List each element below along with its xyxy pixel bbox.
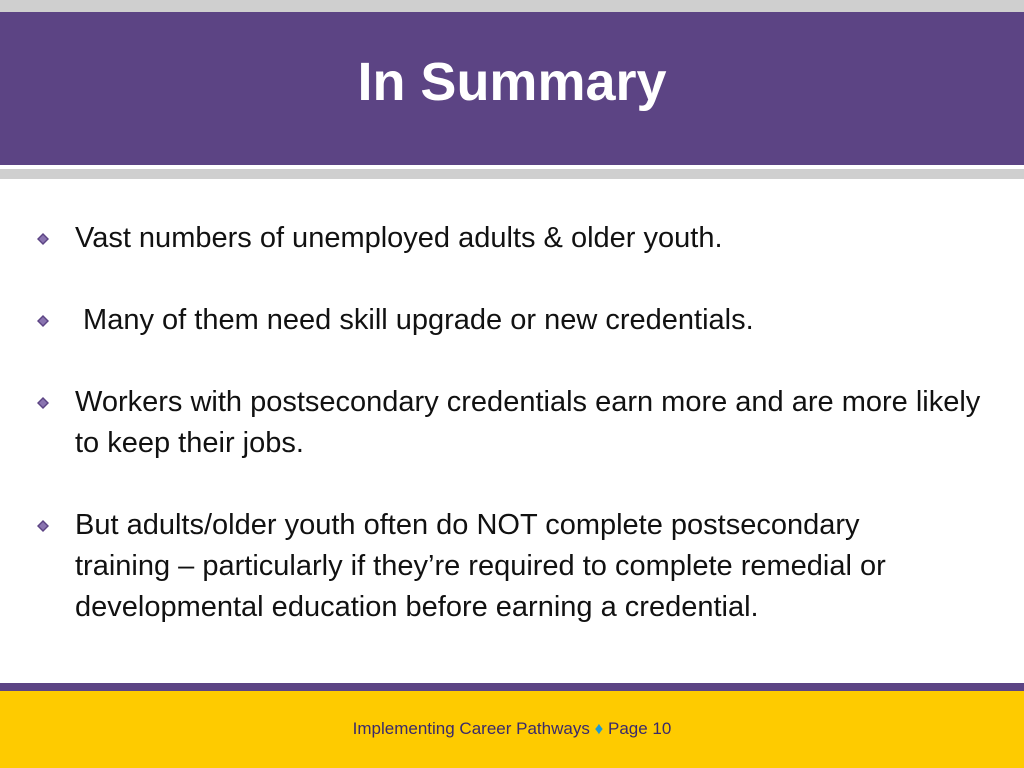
footer-title: Implementing Career Pathways (352, 719, 590, 738)
title-band (0, 12, 1024, 165)
bullet-text: Vast numbers of unemployed adults & older youth. (75, 222, 723, 254)
diamond-bullet-icon (37, 233, 49, 245)
bullet-text: Many of them need skill upgrade or new credentials. (75, 304, 754, 336)
footer-divider (0, 683, 1024, 691)
title-gray-divider (0, 169, 1024, 179)
footer-caption (0, 719, 1024, 739)
page-number: Page 10 (607, 719, 672, 738)
diamond-bullet-icon (37, 315, 49, 327)
bullet-text: But adults/older youth often do NOT complete postsecondary training – particularly if they’re required to complete remedial or developmental education before earning a credential. (75, 509, 886, 623)
bullet-text: Workers with postsecondary credentials earn more and are more likely to keep their jobs. (75, 386, 981, 459)
slide-title: In Summary (357, 51, 667, 112)
diamond-bullet-icon (37, 520, 49, 532)
diamond-bullet-icon (37, 397, 49, 409)
footer (0, 691, 1024, 768)
top-gray-stripe (0, 0, 1024, 12)
diamond-separator-icon: ♦ (594, 719, 604, 738)
